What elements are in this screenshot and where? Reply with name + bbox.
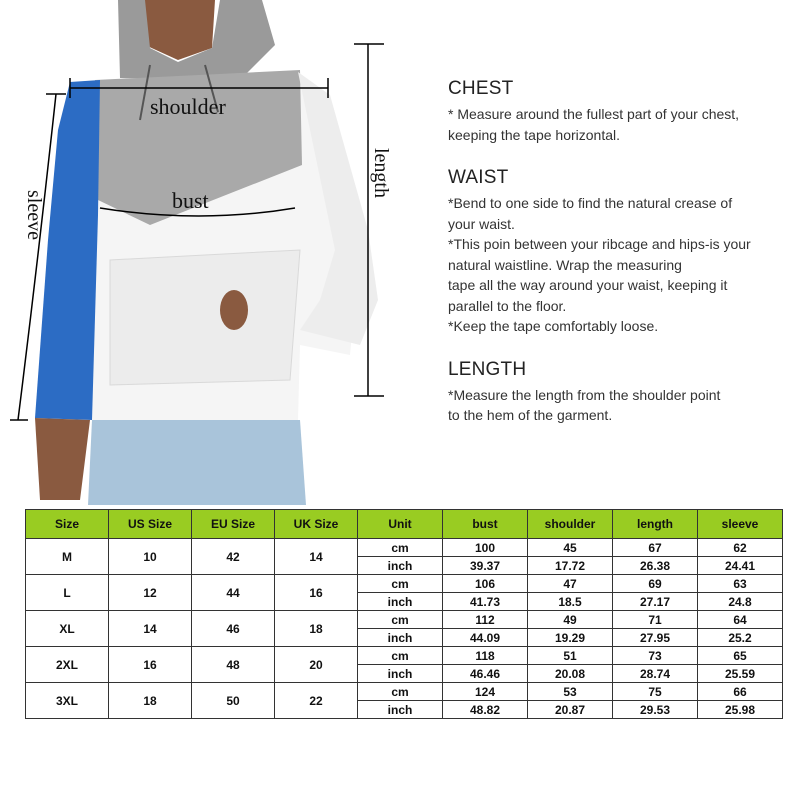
cell-shoulder: 49 (528, 611, 613, 629)
cell-shoulder: 17.72 (528, 557, 613, 575)
cell-length: 71 (613, 611, 698, 629)
guide-title: WAIST (448, 167, 509, 188)
table-row (26, 539, 783, 557)
cell-size: L (26, 575, 109, 611)
cell-sleeve: 25.59 (698, 665, 783, 683)
cell-eu-size: 42 (192, 539, 275, 575)
cell-sleeve: 24.41 (698, 557, 783, 575)
table-row (26, 683, 783, 701)
cell-bust: 41.73 (443, 593, 528, 611)
guide-line: *Bend to one side to find the natural crease of (448, 195, 733, 211)
cell-sleeve: 25.2 (698, 629, 783, 647)
cell-sleeve: 25.98 (698, 701, 783, 719)
hand (220, 290, 248, 330)
header-size: Size (26, 510, 109, 539)
cell-unit: cm (358, 575, 443, 593)
cell-eu-size: 46 (192, 611, 275, 647)
cell-length: 27.95 (613, 629, 698, 647)
cell-size: M (26, 539, 109, 575)
cell-size: XL (26, 611, 109, 647)
guide-title: LENGTH (448, 358, 527, 380)
bust-label: bust (172, 188, 209, 213)
cell-sleeve: 65 (698, 647, 783, 665)
cell-us-size: 16 (109, 647, 192, 683)
table-body (26, 539, 783, 719)
guide-line: *Measure the length from the shoulder point (448, 386, 721, 403)
cell-shoulder: 20.08 (528, 665, 613, 683)
cell-size: 3XL (26, 683, 109, 719)
cell-bust: 39.37 (443, 557, 528, 575)
cell-bust: 48.82 (443, 701, 528, 719)
cell-length: 73 (613, 647, 698, 665)
cell-length: 69 (613, 575, 698, 593)
cell-unit: inch (358, 665, 443, 683)
cell-eu-size: 50 (192, 683, 275, 719)
shoulder-label: shoulder (150, 94, 226, 119)
guide-line: *Keep the tape comfortably loose. (448, 318, 659, 334)
cell-sleeve: 62 (698, 539, 783, 557)
cell-sleeve: 63 (698, 575, 783, 593)
cell-uk-size: 18 (275, 611, 358, 647)
cell-bust: 124 (443, 683, 528, 701)
cell-shoulder: 47 (528, 575, 613, 593)
cell-us-size: 18 (109, 683, 192, 719)
header-unit: Unit (358, 510, 443, 539)
cell-shoulder: 53 (528, 683, 613, 701)
cell-us-size: 14 (109, 611, 192, 647)
cell-shoulder: 20.87 (528, 701, 613, 719)
cell-us-size: 12 (109, 575, 192, 611)
length-label: length (370, 148, 392, 198)
cell-eu-size: 48 (192, 647, 275, 683)
cell-bust: 118 (443, 647, 528, 665)
cell-sleeve: 64 (698, 611, 783, 629)
cell-size: 2XL (26, 647, 109, 683)
cell-bust: 100 (443, 539, 528, 557)
cell-unit: cm (358, 611, 443, 629)
guide-line: * Measure around the fullest part of your chest, (448, 106, 740, 122)
cell-uk-size: 16 (275, 575, 358, 611)
cell-unit: inch (358, 629, 443, 647)
cell-sleeve: 24.8 (698, 593, 783, 611)
hoodie-sleeve-blue (35, 80, 100, 420)
guide-title: CHEST (448, 78, 514, 99)
hoodie-pocket (110, 250, 300, 385)
guide-section-waist (448, 167, 788, 337)
cell-unit: cm (358, 683, 443, 701)
cell-unit: inch (358, 701, 443, 719)
header-length: length (613, 510, 698, 539)
cell-eu-size: 44 (192, 575, 275, 611)
cell-shoulder: 18.5 (528, 593, 613, 611)
cell-uk-size: 20 (275, 647, 358, 683)
cell-uk-size: 22 (275, 683, 358, 719)
cell-length: 67 (613, 539, 698, 557)
header-shoulder: shoulder (528, 510, 613, 539)
cell-length: 75 (613, 683, 698, 701)
cell-unit: cm (358, 647, 443, 665)
guide-line: keeping the tape horizontal. (448, 126, 621, 143)
cell-bust: 106 (443, 575, 528, 593)
hoodie-measurement-figure (0, 0, 430, 505)
size-chart-table (25, 509, 783, 719)
table-row (26, 575, 783, 593)
cell-shoulder: 51 (528, 647, 613, 665)
cell-length: 27.17 (613, 593, 698, 611)
cell-bust: 44.09 (443, 629, 528, 647)
header-us-size: US Size (109, 510, 192, 539)
cell-shoulder: 19.29 (528, 629, 613, 647)
cell-unit: inch (358, 557, 443, 575)
jeans (88, 420, 306, 505)
table-row (26, 611, 783, 629)
cell-shoulder: 45 (528, 539, 613, 557)
cell-length: 28.74 (613, 665, 698, 683)
cell-us-size: 10 (109, 539, 192, 575)
cell-unit: inch (358, 593, 443, 611)
cell-bust: 112 (443, 611, 528, 629)
header-eu-size: EU Size (192, 510, 275, 539)
table-header-row (26, 510, 783, 539)
left-hand (35, 418, 90, 500)
guide-line: parallel to the floor. (448, 297, 567, 314)
guide-line: to the hem of the garment. (448, 407, 613, 423)
cell-length: 26.38 (613, 557, 698, 575)
cell-sleeve: 66 (698, 683, 783, 701)
cell-unit: cm (358, 539, 443, 557)
cell-bust: 46.46 (443, 665, 528, 683)
guide-section-chest (448, 78, 788, 145)
guide-line: tape all the way around your waist, keeping it (448, 277, 728, 293)
header-bust: bust (443, 510, 528, 539)
header-sleeve: sleeve (698, 510, 783, 539)
guide-line: natural waistline. Wrap the measuring (448, 256, 682, 273)
cell-length: 29.53 (613, 701, 698, 719)
measurement-guide (448, 78, 788, 448)
header-uk-size: UK Size (275, 510, 358, 539)
cell-uk-size: 14 (275, 539, 358, 575)
table-row (26, 647, 783, 665)
sleeve-label: sleeve (23, 190, 45, 240)
guide-section-length (448, 359, 788, 426)
guide-line: your waist. (448, 215, 515, 232)
guide-line: *This poin between your ribcage and hips-is your (448, 236, 751, 252)
